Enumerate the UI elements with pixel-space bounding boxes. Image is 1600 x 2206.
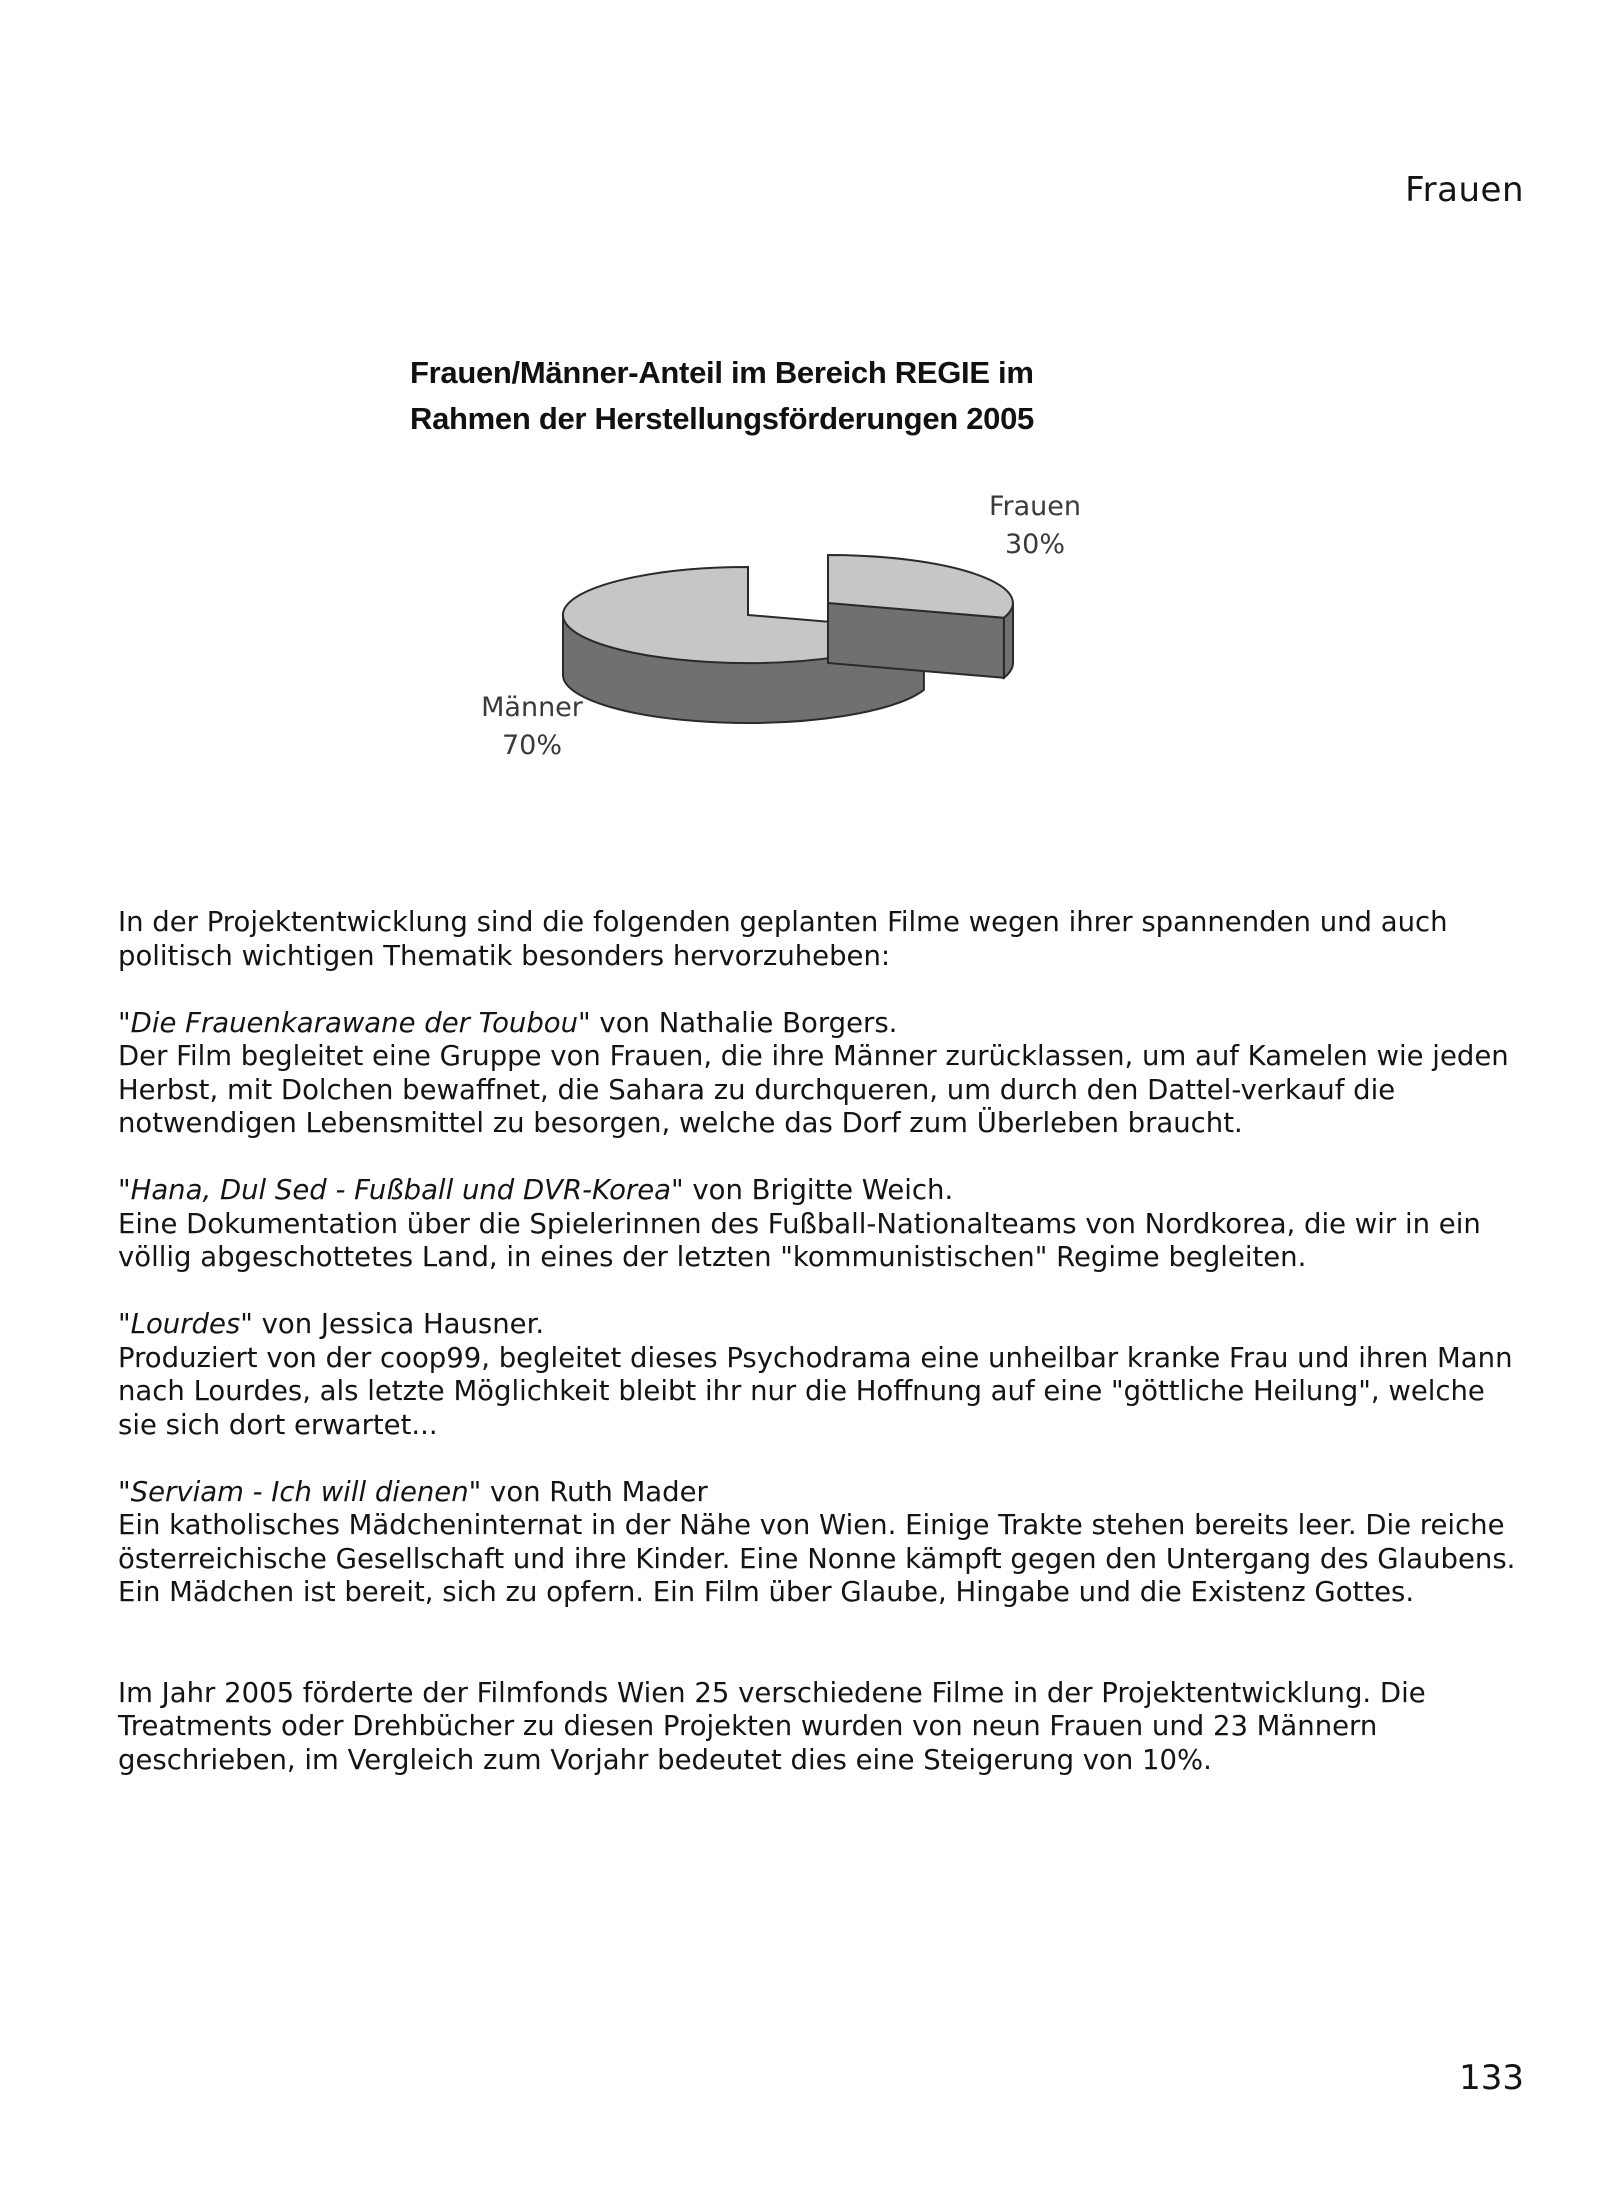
film-description: Ein katholisches Mädcheninternat in der Nähe von Wien. Einige Trakte stehen bereits leer. Die reiche österreichische Gesellschaft und ihre Kinder. Eine Nonne kämpft gegen den Untergang des Glaubens. Ein Mädchen ist bereit, sich zu opfern. Ein Film über Glaube, Hingabe und die Existenz Gottes. [118,1509,1516,1608]
film-byline: von Nathalie Borgers. [590,1006,898,1039]
film-title: "Lourdes" [118,1308,253,1340]
film-entry [118,1007,1528,1141]
intro-paragraph: In der Projektentwicklung sind die folgenden geplanten Filme wegen ihrer spannenden und auch politisch wichtigen Thematik besonders hervorzuheben: [118,906,1448,972]
body-text [118,906,1528,1811]
slice-label-maenner-value: 70% [501,730,563,761]
film-title: "Die Frauenkarawane der Toubou" [118,1006,591,1039]
slice-label-frauen-value: 30% [1004,529,1066,560]
chart-title [410,350,1170,442]
film-description: Eine Dokumentation über die Spielerinnen des Fußball-Nationalteams von Nordkorea, die wir in ein völlig abgeschottetes Land, in eines der letzten "kommunistischen" Regime begleiten. [118,1207,1481,1273]
film-title: "Serviam - Ich will dienen" [118,1475,482,1508]
pie-chart [380,340,1200,800]
film-title: "Hana, Dul Sed - Fußball und DVR-Korea" [118,1174,684,1206]
section-header: Frauen [1405,170,1524,210]
film-entry [118,1308,1528,1442]
film-entry [118,1174,1528,1275]
page-number: 133 [1459,2058,1524,2098]
slice-label-maenner-name: Männer [481,692,583,723]
chart-title-line-1: Frauen/Männer-Anteil im Bereich REGIE im [410,355,1034,390]
film-byline: von Ruth Mader [481,1475,708,1508]
closing-paragraph: Im Jahr 2005 förderte der Filmfonds Wien 25 verschiedene Filme in der Projektentwicklung. Die Treatments oder Drehbücher zu diesen Projekten wurden von neun Frauen und 23 Männern geschrieben, im Vergleich zum Vorjahr bedeutet dies eine Steigerung von 10%. [118,1676,1426,1776]
film-description: Der Film begleitet eine Gruppe von Frauen, die ihre Männer zurücklassen, um auf Kamelen wie jeden Herbst, mit Dolchen bewaffnet, die Sahara zu durchqueren, um durch den Dattel-verkauf die notwendigen Lebensmittel zu besorgen, welche das Dorf zum Überleben braucht. [118,1040,1509,1139]
slice-label-frauen-name: Frauen [988,491,1082,522]
film-byline: von Brigitte Weich. [683,1174,954,1206]
pie-slices [563,555,1013,723]
chart-title-line-2: Rahmen der Herstellungsförderungen 2005 [410,401,1034,436]
film-description: Produziert von der coop99, begleitet dieses Psychodrama eine unheilbar kranke Frau und ihren Mann nach Lourdes, als letzte Möglichkeit bleibt ihr nur die Hoffnung auf eine "göttliche Heilung", welche sie sich dort erwartet... [118,1341,1513,1441]
film-entry [118,1476,1528,1610]
film-byline: von Jessica Hausner. [252,1308,545,1340]
